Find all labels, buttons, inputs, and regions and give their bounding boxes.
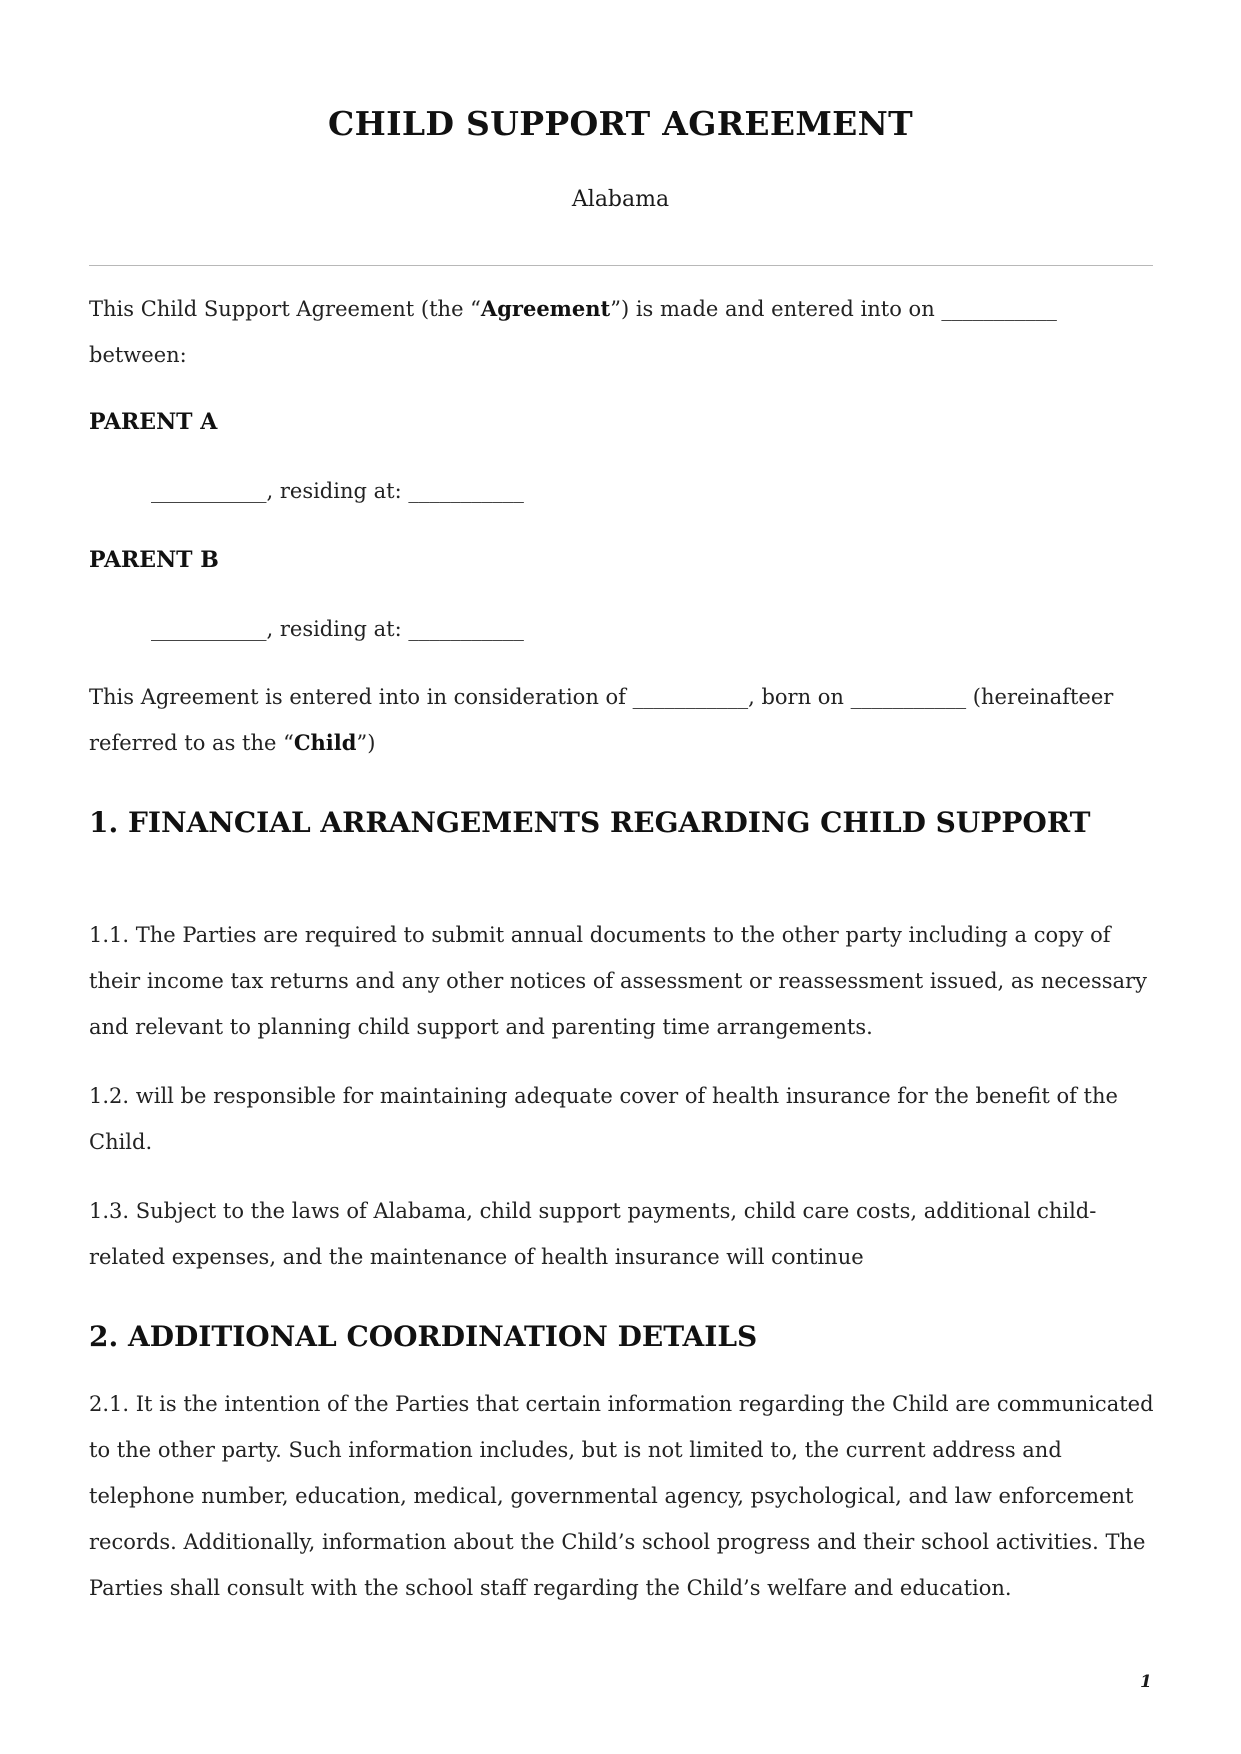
document-state: Alabama [571,187,670,212]
clause-1-3: 1.3. Subject to the laws of Alabama, child support payments, child care costs, additional child-related expenses, and the maintenance of health insurance will continue [89,1199,1097,1269]
clause-1-2: 1.2. will be responsible for maintaining adequate cover of health insurance for the benefit of the Child. [89,1084,1118,1154]
section-1-heading: 1. FINANCIAL ARRANGEMENTS REGARDING CHILD SUPPORT [89,806,1091,839]
document-title: CHILD SUPPORT AGREEMENT [328,104,913,143]
section-2-heading: 2. ADDITIONAL COORDINATION DETAILS [89,1320,758,1353]
child-term: Child [293,730,357,755]
parent-b-label: PARENT B [89,547,219,573]
page-number: 1 [1140,1672,1152,1692]
intro-paragraph [89,286,1159,378]
parent-a-label: PARENT A [89,409,218,435]
consideration-paragraph [89,674,1159,766]
consideration-text-start: This Agreement is entered into in consideration of ___________, born on ___________ (hereinafteer referred to as the “ [89,685,1114,755]
intro-text-start: This Child Support Agreement (the “ [89,297,481,321]
agreement-term: Agreement [480,296,611,321]
title-divider [89,265,1153,266]
clause-1-1: 1.1. The Parties are required to submit annual documents to the other party including a copy of their income tax returns and any other notices of assessment or reassessment issued, as necessary and relevant to planning child support and parenting time arrangements. [89,923,1147,1039]
parent-a-details: ___________, residing at: ___________ [151,479,524,503]
intro-text-end: ”) is made and entered into on ___________ between: [89,297,1057,367]
parent-b-details: ___________, residing at: ___________ [151,617,524,641]
consideration-text-end: ”) [356,731,376,755]
clause-2-1: 2.1. It is the intention of the Parties that certain information regarding the Child are communicated to the other party. Such information includes, but is not limited to, the current address and telephone number, education, medical, governmental agency, psychological, and law enforcement records. Additionally, information about the Child’s school progress and their school activities. The Parties shall consult with the school staff regarding the Child’s welfare and education. [89,1392,1154,1600]
